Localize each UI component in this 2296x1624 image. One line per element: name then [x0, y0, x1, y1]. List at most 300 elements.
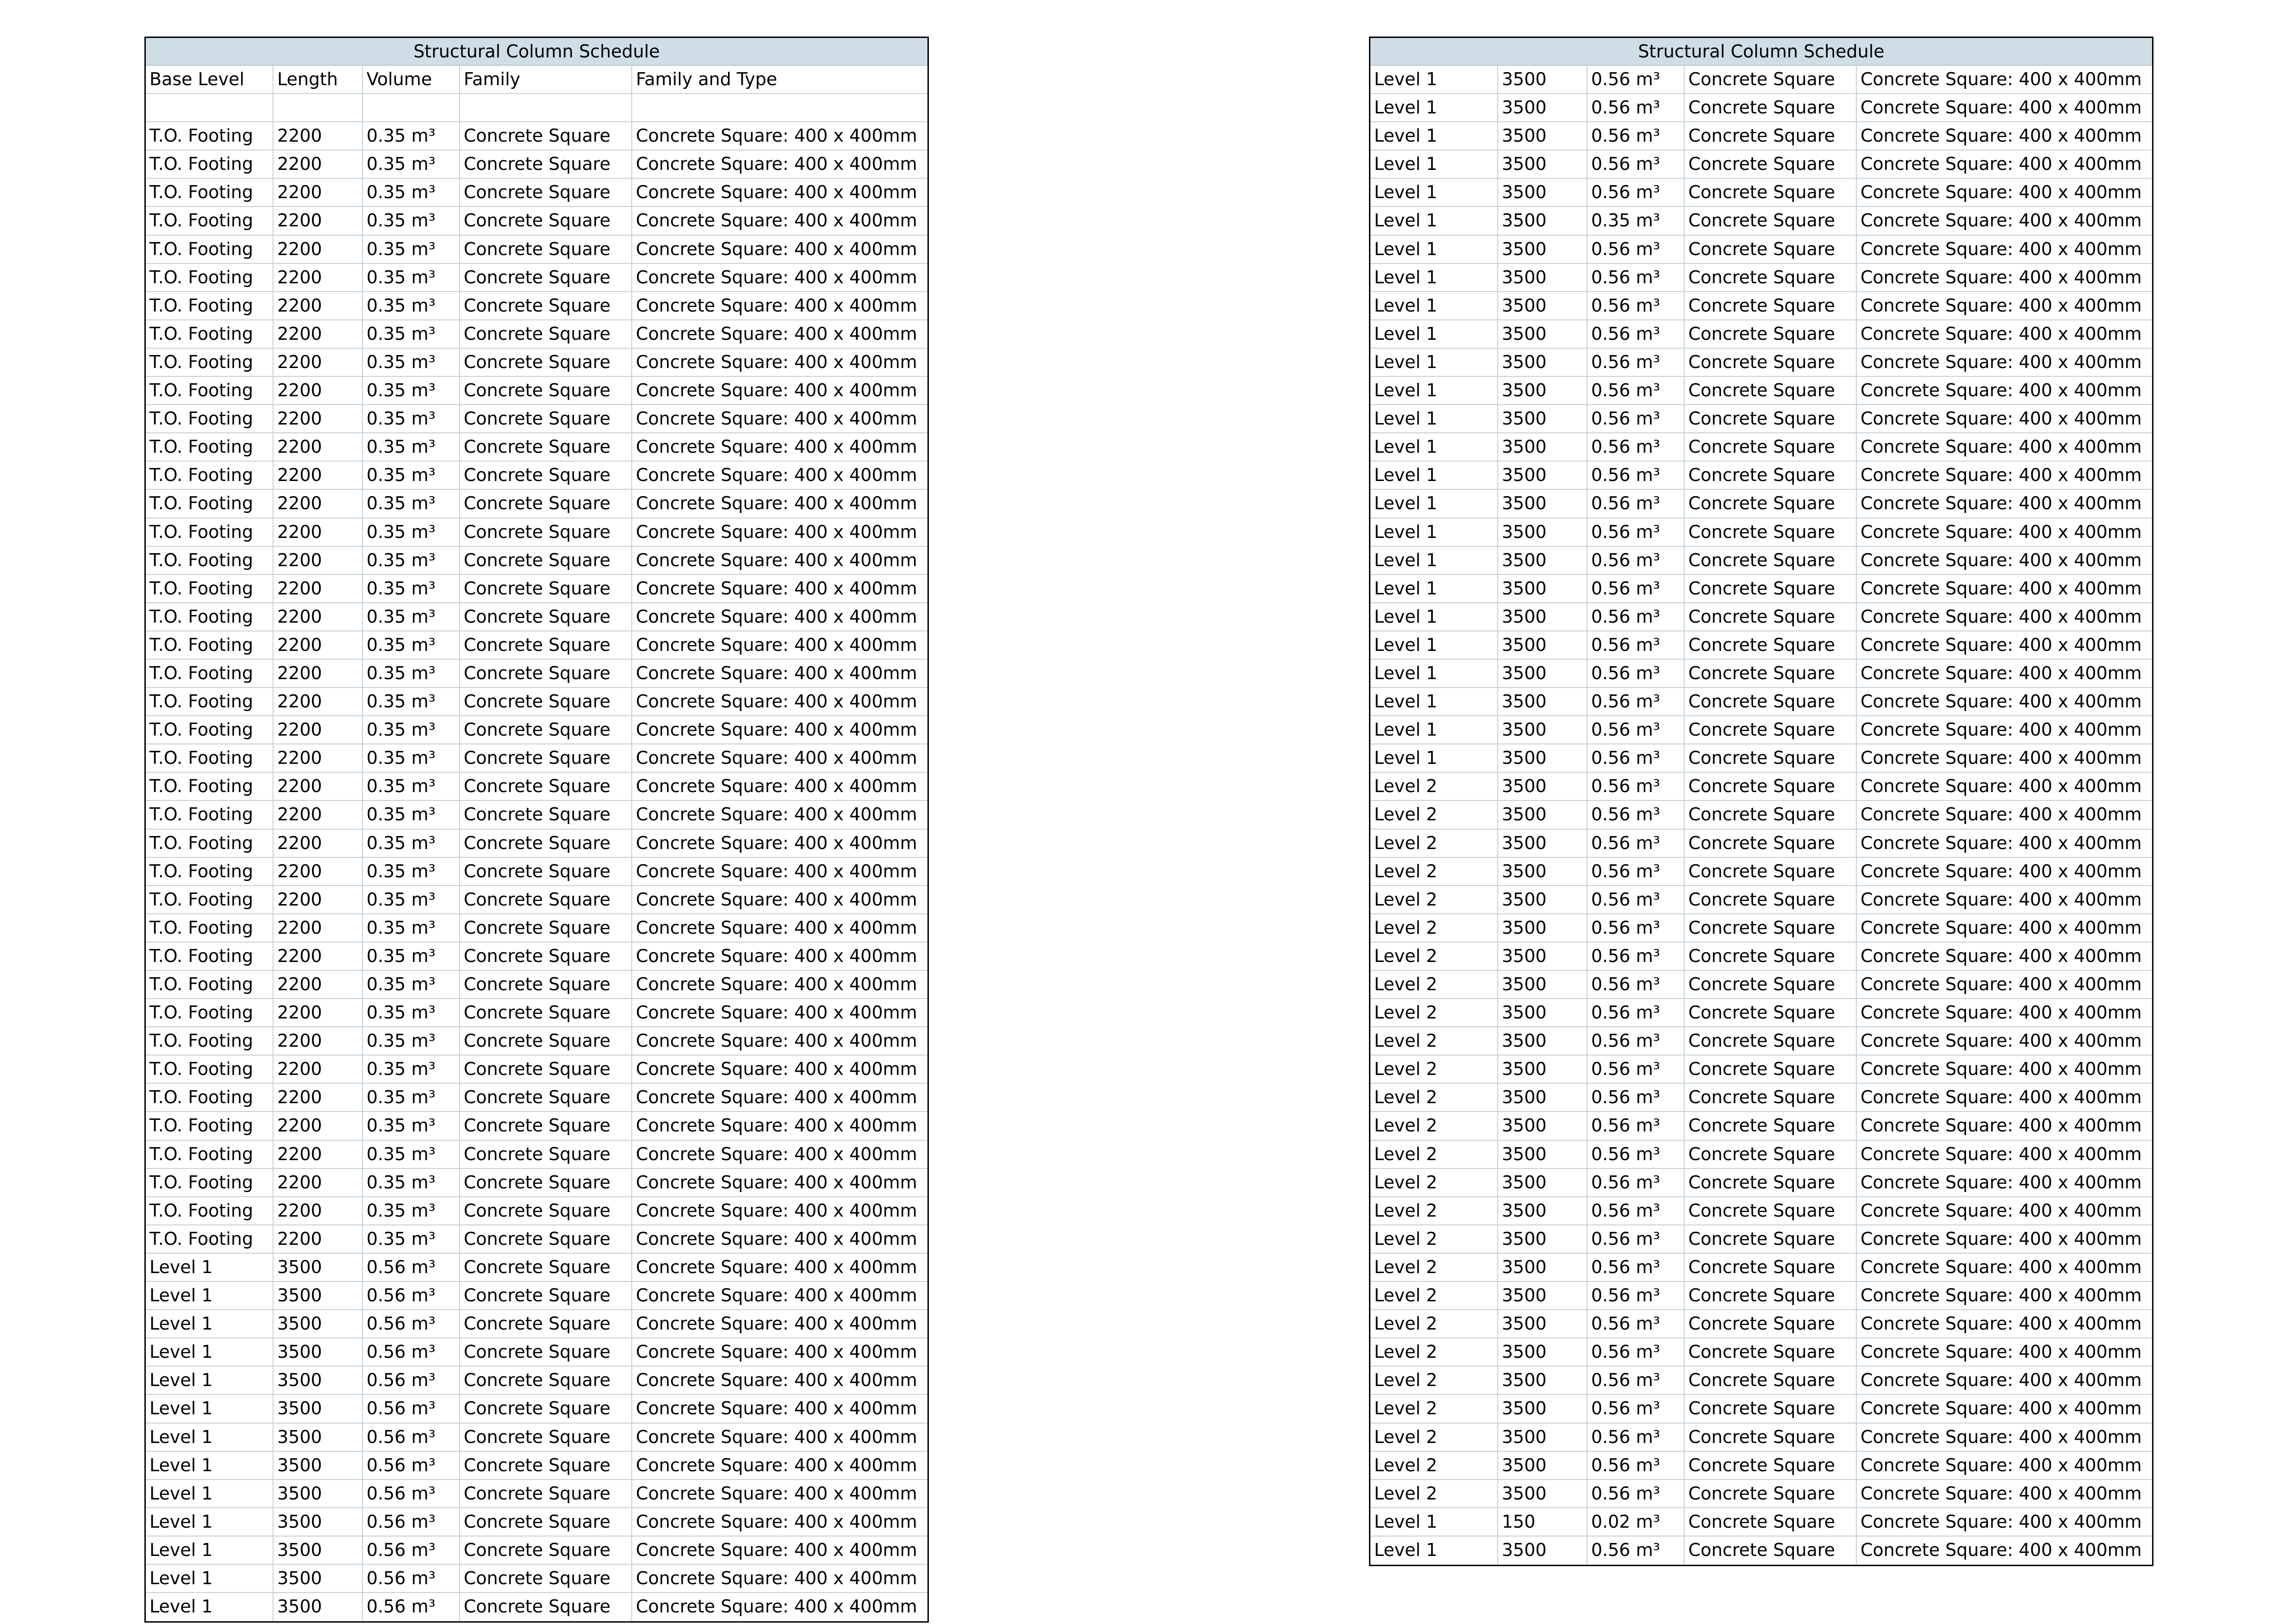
length-cell: 2200 [274, 349, 363, 376]
volume-cell: 0.56 m³ [363, 1537, 460, 1564]
family-type-cell: Concrete Square: 400 x 400mm [636, 578, 917, 599]
family-cell: Concrete Square [1685, 858, 1857, 885]
table-row [1370, 1452, 2152, 1480]
table-row [146, 603, 927, 631]
family-type-cell: Concrete Square: 400 x 400mm [1860, 1087, 2142, 1108]
base-level-cell: Level 2 [1370, 999, 1498, 1026]
table-row [1370, 1254, 2152, 1282]
family-type-cell: Concrete Square: 400 x 400mm [1860, 437, 2142, 457]
volume-cell: 0.35 m³ [363, 999, 460, 1026]
volume-cell: 0.56 m³ [363, 1310, 460, 1337]
table-row [1370, 547, 2152, 575]
family-cell: Concrete Square [460, 688, 632, 715]
family-cell: Concrete Square [460, 320, 632, 348]
volume-cell: 0.56 m³ [1587, 150, 1685, 178]
table-row [1370, 122, 2152, 150]
volume-cell: 0.56 m³ [1587, 1310, 1685, 1337]
length-cell: 2200 [274, 292, 363, 319]
length-cell: 3500 [1498, 66, 1587, 93]
table-row [1370, 433, 2152, 462]
volume-cell: 0.35 m³ [363, 207, 460, 234]
family-type-cell: Concrete Square: 400 x 400mm [636, 1539, 917, 1560]
table-row [146, 1537, 927, 1565]
volume-cell: 0.56 m³ [1587, 1084, 1685, 1111]
family-cell: Concrete Square [1685, 1254, 1857, 1281]
length-cell: 3500 [1498, 1452, 1587, 1479]
family-cell: Concrete Square [1685, 886, 1857, 913]
family-cell: Concrete Square [460, 547, 632, 574]
blank-row [146, 94, 927, 122]
length-cell: 3500 [1498, 858, 1587, 885]
length-cell: 2200 [274, 716, 363, 743]
family-type-cell: Concrete Square: 400 x 400mm [1860, 634, 2142, 655]
family-type-cell: Concrete Square: 400 x 400mm [636, 1115, 917, 1136]
family-type-cell: Concrete Square: 400 x 400mm [1860, 1031, 2142, 1051]
schedule-sheet-left [144, 37, 929, 1623]
family-cell: Concrete Square [1685, 914, 1857, 942]
table-row [146, 1452, 927, 1480]
family-type-cell: Concrete Square: 400 x 400mm [636, 776, 917, 797]
family-cell: Concrete Square [460, 999, 632, 1026]
family-cell: Concrete Square [460, 377, 632, 404]
family-cell: Concrete Square [1685, 1395, 1857, 1422]
family-cell: Concrete Square [460, 1282, 632, 1309]
table-row [146, 207, 927, 235]
volume-cell: 0.56 m³ [1587, 1112, 1685, 1139]
family-type-cell: Concrete Square: 400 x 400mm [636, 1370, 917, 1391]
base-level-cell: Level 2 [1370, 830, 1498, 857]
length-cell: 3500 [1498, 1027, 1587, 1055]
table-row [146, 433, 927, 462]
volume-cell: 0.35 m³ [363, 830, 460, 857]
length-cell: 3500 [1498, 264, 1587, 291]
base-level-cell: Level 2 [1370, 1112, 1498, 1139]
family-type-cell: Concrete Square: 400 x 400mm [636, 1511, 917, 1532]
base-level-cell: T.O. Footing [146, 349, 274, 376]
base-level-cell: Level 1 [1370, 150, 1498, 178]
table-row [146, 716, 927, 744]
length-cell: 3500 [1498, 914, 1587, 942]
volume-cell: 0.56 m³ [1587, 1282, 1685, 1309]
family-cell: Concrete Square [460, 1424, 632, 1451]
family-type-cell: Concrete Square: 400 x 400mm [1860, 1313, 2142, 1334]
volume-cell: 0.56 m³ [363, 1282, 460, 1309]
family-type-cell: Concrete Square: 400 x 400mm [1860, 1285, 2142, 1306]
family-cell: Concrete Square [1685, 1452, 1857, 1479]
family-cell: Concrete Square [460, 236, 632, 263]
length-cell: 3500 [1498, 1367, 1587, 1394]
volume-cell: 0.56 m³ [1587, 971, 1685, 998]
volume-cell: 0.35 m³ [363, 1225, 460, 1253]
family-cell: Concrete Square [460, 179, 632, 206]
table-row [1370, 603, 2152, 631]
length-cell: 3500 [274, 1310, 363, 1337]
family-type-cell: Concrete Square: 400 x 400mm [1860, 493, 2142, 514]
family-cell: Concrete Square [1685, 744, 1857, 772]
family-type-cell: Concrete Square: 400 x 400mm [1860, 662, 2142, 683]
base-level-cell: T.O. Footing [146, 660, 274, 687]
family-type-cell: Concrete Square: 400 x 400mm [1860, 691, 2142, 712]
length-cell: 2200 [274, 518, 363, 546]
family-cell: Concrete Square [460, 1593, 632, 1621]
volume-cell: 0.56 m³ [1587, 1225, 1685, 1253]
base-level-cell: Level 1 [1370, 433, 1498, 461]
length-cell: 3500 [1498, 886, 1587, 913]
family-cell: Concrete Square [1685, 1169, 1857, 1196]
table-row [146, 349, 927, 377]
base-level-cell: Level 1 [1370, 236, 1498, 263]
length-cell: 2200 [274, 801, 363, 828]
family-cell: Concrete Square [460, 1225, 632, 1253]
family-cell: Concrete Square [460, 1197, 632, 1224]
family-cell: Concrete Square [1685, 547, 1857, 574]
family-cell: Concrete Square [460, 1452, 632, 1479]
table-row [146, 1084, 927, 1112]
family-type-cell: Concrete Square: 400 x 400mm [636, 1596, 917, 1617]
family-cell: Concrete Square [460, 1395, 632, 1422]
volume-cell: 0.56 m³ [1587, 1452, 1685, 1479]
family-type-cell: Concrete Square: 400 x 400mm [636, 351, 917, 372]
family-type-cell: Concrete Square: 400 x 400mm [636, 323, 917, 344]
base-level-cell: Level 2 [1370, 1452, 1498, 1479]
volume-cell: 0.35 m³ [363, 377, 460, 404]
base-level-cell: Level 1 [1370, 377, 1498, 404]
base-level-cell: T.O. Footing [146, 858, 274, 885]
base-level-cell: T.O. Footing [146, 971, 274, 998]
family-type-cell: Concrete Square: 400 x 400mm [636, 748, 917, 768]
table-row [1370, 264, 2152, 292]
table-row [146, 264, 927, 292]
family-cell: Concrete Square [460, 1508, 632, 1536]
table-row [1370, 1367, 2152, 1395]
family-type-cell: Concrete Square: 400 x 400mm [636, 295, 917, 316]
table-row [1370, 377, 2152, 405]
base-level-cell: T.O. Footing [146, 179, 274, 206]
family-cell: Concrete Square [1685, 631, 1857, 659]
length-cell: 3500 [1498, 405, 1587, 432]
volume-cell: 0.56 m³ [1587, 1537, 1685, 1565]
table-row [1370, 1112, 2152, 1140]
table-row [146, 1254, 927, 1282]
volume-cell: 0.56 m³ [363, 1254, 460, 1281]
length-cell: 2200 [274, 631, 363, 659]
family-type-cell: Concrete Square: 400 x 400mm [636, 917, 917, 938]
family-cell: Concrete Square [460, 801, 632, 828]
family-cell: Concrete Square [460, 716, 632, 743]
base-level-cell: Level 1 [1370, 631, 1498, 659]
header-row [146, 66, 927, 94]
volume-cell: 0.56 m³ [363, 1424, 460, 1451]
volume-cell: 0.35 m³ [363, 914, 460, 942]
length-cell: 2200 [274, 773, 363, 800]
family-type-cell: Concrete Square: 400 x 400mm [636, 606, 917, 627]
table-row [1370, 914, 2152, 943]
volume-cell: 0.56 m³ [363, 1395, 460, 1422]
table-row [1370, 858, 2152, 886]
family-type-cell: Concrete Square: 400 x 400mm [636, 1342, 917, 1362]
family-cell: Concrete Square [460, 462, 632, 489]
volume-cell: 0.35 m³ [363, 150, 460, 178]
base-level-cell: Level 2 [1370, 773, 1498, 800]
volume-cell: 0.56 m³ [363, 1593, 460, 1621]
table-row [146, 1225, 927, 1254]
base-level-cell: T.O. Footing [146, 999, 274, 1026]
family-type-cell: Concrete Square: 400 x 400mm [1860, 267, 2142, 287]
volume-cell: 0.35 m³ [363, 1084, 460, 1111]
volume-cell: 0.56 m³ [1587, 1367, 1685, 1394]
volume-cell: 0.56 m³ [1587, 631, 1685, 659]
length-cell: 150 [1498, 1508, 1587, 1536]
volume-cell: 0.35 m³ [363, 1141, 460, 1168]
base-level-cell: T.O. Footing [146, 688, 274, 715]
length-cell: 3500 [274, 1424, 363, 1451]
family-type-cell: Concrete Square: 400 x 400mm [636, 437, 917, 457]
family-cell: Concrete Square [460, 1084, 632, 1111]
length-cell: 3500 [1498, 744, 1587, 772]
family-cell: Concrete Square [1685, 1338, 1857, 1366]
length-cell: 2200 [274, 207, 363, 234]
length-cell: 2200 [274, 1225, 363, 1253]
base-level-cell: Level 2 [1370, 1282, 1498, 1309]
base-level-cell: Level 1 [1370, 66, 1498, 93]
family-cell: Concrete Square [1685, 830, 1857, 857]
table-row [1370, 886, 2152, 914]
table-row [1370, 292, 2152, 320]
base-level-cell: Level 2 [1370, 1084, 1498, 1111]
family-cell: Concrete Square [1685, 462, 1857, 489]
volume-cell: 0.56 m³ [1587, 1254, 1685, 1281]
volume-cell: 0.56 m³ [1587, 547, 1685, 574]
length-cell: 3500 [1498, 122, 1587, 150]
family-cell: Concrete Square [1685, 716, 1857, 743]
family-cell: Concrete Square [460, 830, 632, 857]
length-cell: 3500 [1498, 1169, 1587, 1196]
base-level-cell: T.O. Footing [146, 1112, 274, 1139]
blank-cell [274, 94, 363, 121]
base-level-cell: Level 1 [1370, 122, 1498, 150]
volume-cell: 0.56 m³ [1587, 716, 1685, 743]
base-level-cell: T.O. Footing [146, 830, 274, 857]
table-row [146, 1310, 927, 1338]
base-level-cell: T.O. Footing [146, 150, 274, 178]
family-cell: Concrete Square [460, 264, 632, 291]
base-level-cell: Level 1 [1370, 603, 1498, 631]
table-row [146, 688, 927, 716]
volume-cell: 0.56 m³ [1587, 292, 1685, 319]
volume-cell: 0.35 m³ [363, 631, 460, 659]
base-level-cell: Level 2 [1370, 858, 1498, 885]
length-cell: 3500 [274, 1282, 363, 1309]
table-row [146, 320, 927, 349]
volume-cell: 0.56 m³ [1587, 773, 1685, 800]
table-row [146, 1395, 927, 1423]
volume-cell: 0.56 m³ [1587, 1197, 1685, 1224]
length-cell: 3500 [1498, 773, 1587, 800]
volume-cell: 0.35 m³ [363, 886, 460, 913]
volume-cell: 0.56 m³ [363, 1338, 460, 1366]
volume-cell: 0.56 m³ [363, 1452, 460, 1479]
length-cell: 2200 [274, 236, 363, 263]
family-type-cell: Concrete Square: 400 x 400mm [1860, 1483, 2142, 1504]
base-level-cell: T.O. Footing [146, 320, 274, 348]
base-level-cell: T.O. Footing [146, 1027, 274, 1055]
base-level-cell: Level 1 [146, 1254, 274, 1281]
volume-cell: 0.35 m³ [363, 1197, 460, 1224]
volume-cell: 0.56 m³ [1587, 264, 1685, 291]
table-row [1370, 830, 2152, 858]
family-type-cell: Concrete Square: 400 x 400mm [636, 465, 917, 486]
family-cell: Concrete Square [460, 518, 632, 546]
family-type-cell: Concrete Square: 400 x 400mm [1860, 1342, 2142, 1362]
table-row [146, 1027, 927, 1056]
length-cell: 3500 [1498, 547, 1587, 574]
volume-cell: 0.35 m³ [363, 801, 460, 828]
length-cell: 2200 [274, 1027, 363, 1055]
family-type-cell: Concrete Square: 400 x 400mm [1860, 550, 2142, 570]
base-level-cell: Level 2 [1370, 1310, 1498, 1337]
table-row [1370, 349, 2152, 377]
base-level-cell: Level 1 [1370, 94, 1498, 121]
length-cell: 3500 [1498, 207, 1587, 234]
family-cell: Concrete Square [1685, 1282, 1857, 1309]
length-cell: 2200 [274, 179, 363, 206]
base-level-cell: T.O. Footing [146, 773, 274, 800]
table-row [1370, 1508, 2152, 1537]
volume-cell: 0.56 m³ [1587, 377, 1685, 404]
volume-cell: 0.56 m³ [1587, 914, 1685, 942]
volume-cell: 0.56 m³ [1587, 660, 1685, 687]
family-type-header: Family and Type [636, 69, 778, 89]
family-cell: Concrete Square [1685, 1508, 1857, 1536]
family-cell: Concrete Square [1685, 1367, 1857, 1394]
family-cell: Concrete Square [460, 1565, 632, 1592]
base-level-cell: Level 1 [146, 1338, 274, 1366]
table-row [146, 1112, 927, 1140]
table-row [146, 1197, 927, 1225]
base-level-cell: Level 1 [1370, 207, 1498, 234]
family-cell: Concrete Square [1685, 1480, 1857, 1507]
volume-cell: 0.56 m³ [1587, 830, 1685, 857]
family-type-cell: Concrete Square: 400 x 400mm [1860, 351, 2142, 372]
volume-cell: 0.56 m³ [1587, 1056, 1685, 1083]
table-row [1370, 773, 2152, 801]
length-cell: 3500 [1498, 292, 1587, 319]
base-level-cell: Level 1 [146, 1395, 274, 1422]
length-cell: 3500 [1498, 1225, 1587, 1253]
base-level-cell: Level 2 [1370, 1225, 1498, 1253]
base-level-cell: Level 1 [1370, 292, 1498, 319]
table-row [1370, 1197, 2152, 1225]
table-row [1370, 462, 2152, 490]
base-level-cell: Level 2 [1370, 971, 1498, 998]
length-cell: 2200 [274, 1197, 363, 1224]
schedule-body [146, 66, 927, 1621]
table-row [146, 1367, 927, 1395]
family-cell: Concrete Square [1685, 773, 1857, 800]
length-cell: 2200 [274, 830, 363, 857]
volume-cell: 0.56 m³ [1587, 999, 1685, 1026]
base-level-cell: T.O. Footing [146, 377, 274, 404]
length-cell: 2200 [274, 858, 363, 885]
table-row [1370, 66, 2152, 94]
base-level-cell: Level 2 [1370, 1338, 1498, 1366]
volume-cell: 0.56 m³ [1587, 1424, 1685, 1451]
family-type-cell: Concrete Square: 400 x 400mm [636, 691, 917, 712]
volume-cell: 0.35 m³ [363, 688, 460, 715]
blank-cell [632, 94, 927, 121]
volume-cell: 0.35 m³ [363, 264, 460, 291]
length-cell: 3500 [1498, 1084, 1587, 1111]
base-level-cell: Level 1 [146, 1565, 274, 1592]
base-level-cell: Level 1 [1370, 179, 1498, 206]
family-type-cell: Concrete Square: 400 x 400mm [636, 1143, 917, 1164]
length-cell: 3500 [1498, 1112, 1587, 1139]
volume-cell: 0.35 m³ [363, 179, 460, 206]
family-cell: Concrete Square [460, 1027, 632, 1055]
length-cell: 3500 [1498, 377, 1587, 404]
family-cell: Concrete Square [1685, 1225, 1857, 1253]
length-cell: 3500 [1498, 349, 1587, 376]
schedule-title: Structural Column Schedule [1370, 38, 2152, 66]
family-cell: Concrete Square [460, 207, 632, 234]
length-cell: 2200 [274, 688, 363, 715]
family-cell: Concrete Square [1685, 999, 1857, 1026]
table-row [146, 179, 927, 207]
family-cell: Concrete Square [1685, 1112, 1857, 1139]
family-type-cell: Concrete Square: 400 x 400mm [636, 182, 917, 203]
length-cell: 3500 [274, 1593, 363, 1621]
volume-cell: 0.56 m³ [1587, 320, 1685, 348]
family-type-cell: Concrete Square: 400 x 400mm [1860, 97, 2142, 118]
base-level-cell: Level 2 [1370, 1141, 1498, 1168]
family-type-cell: Concrete Square: 400 x 400mm [636, 1256, 917, 1277]
length-cell: 2200 [274, 377, 363, 404]
family-cell: Concrete Square [460, 150, 632, 178]
length-cell: 3500 [274, 1367, 363, 1394]
family-type-cell: Concrete Square: 400 x 400mm [636, 889, 917, 910]
volume-cell: 0.56 m³ [1587, 1395, 1685, 1422]
family-type-cell: Concrete Square: 400 x 400mm [636, 238, 917, 259]
base-level-cell: Level 2 [1370, 914, 1498, 942]
table-row [146, 943, 927, 971]
base-level-cell: T.O. Footing [146, 462, 274, 489]
family-type-cell: Concrete Square: 400 x 400mm [1860, 1002, 2142, 1023]
volume-cell: 0.35 m³ [363, 349, 460, 376]
family-type-cell: Concrete Square: 400 x 400mm [1860, 1059, 2142, 1080]
base-level-cell: Level 1 [1370, 716, 1498, 743]
length-header: Length [274, 66, 363, 93]
family-cell: Concrete Square [460, 122, 632, 150]
volume-cell: 0.35 m³ [363, 122, 460, 150]
table-row [1370, 1027, 2152, 1056]
family-cell: Concrete Square [460, 1141, 632, 1168]
length-cell: 3500 [1498, 631, 1587, 659]
family-type-cell: Concrete Square: 400 x 400mm [1860, 1511, 2142, 1532]
length-cell: 3500 [1498, 1424, 1587, 1451]
family-cell: Concrete Square [1685, 1197, 1857, 1224]
table-row [146, 1593, 927, 1621]
base-level-cell: T.O. Footing [146, 518, 274, 546]
base-level-cell: T.O. Footing [146, 122, 274, 150]
table-row [1370, 179, 2152, 207]
volume-cell: 0.56 m³ [1587, 490, 1685, 517]
table-row [1370, 999, 2152, 1027]
family-type-cell: Concrete Square: 400 x 400mm [1860, 832, 2142, 853]
volume-cell: 0.35 m³ [363, 773, 460, 800]
base-level-cell: Level 2 [1370, 801, 1498, 828]
length-cell: 3500 [1498, 236, 1587, 263]
family-cell: Concrete Square [460, 1169, 632, 1196]
